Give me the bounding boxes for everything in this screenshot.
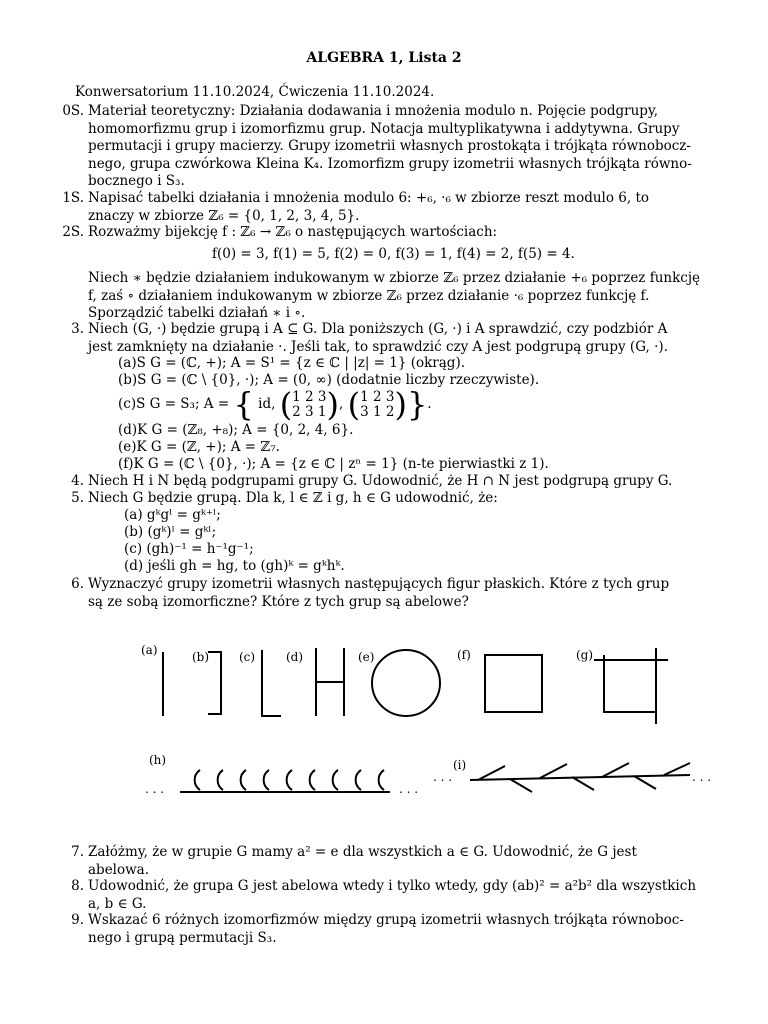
problem-9 — [71, 912, 696, 947]
subproblem-3a: (a)S G = (ℂ, +); A = S¹ = {z ∈ ℂ | |z| = 1} (okrąg). — [118, 355, 466, 371]
figure-e-circle — [372, 650, 440, 716]
subproblem-3c-prefix: (c)S G = S₃; A = — [118, 396, 230, 412]
problem-text-line: Sporządzić tabelki działań ∗ i ∘. — [88, 305, 306, 321]
figure-h-arc — [356, 770, 361, 790]
ellipsis-left-i: . . . — [433, 770, 453, 784]
figure-h-arc — [218, 770, 223, 790]
subproblem-3d: (d)K G = (ℤ₈, +₈); A = {0, 2, 4, 6}. — [118, 422, 354, 438]
problem-text-line: permutacji i grupy macierzy. Grupy izometrii własnych prostokąta i trójkąta równobocz- — [88, 138, 691, 154]
problem-text-line: Napisać tabelki działania i mnożenia modulo 6: +₆, ·₆ w zbiorze reszt modulo 6, to — [88, 190, 649, 206]
figure-label-e: (e) — [358, 650, 375, 664]
problem-text-line: są ze sobą izomorficzne? Które z tych grup są abelowe? — [88, 593, 469, 610]
figure-i-tick — [634, 776, 656, 789]
left-paren: ( — [347, 385, 361, 424]
right-paren: ) — [326, 385, 340, 424]
figure-h-arc — [264, 770, 269, 790]
figure-label-g: (g) — [576, 648, 594, 662]
problem-number: 8. — [71, 878, 84, 894]
problem-text-line: nego i grupą permutacji S₃. — [88, 929, 277, 946]
figure-h-arc — [379, 770, 384, 790]
matrix-row: 1 2 3 — [360, 388, 395, 405]
problem-text-line: homomorfizmu grup i izomorfizmu grup. Notacja multyplikatywna i addytywna. Grupy — [88, 120, 680, 137]
problem-text-line: jest zamknięty na działanie ·. Jeśli tak, to sprawdzić czy A jest podgrupą grupy (G, ·). — [88, 338, 668, 355]
subproblem-3b: (b)S G = (ℂ \ {0}, ·); A = (0, ∞) (dodatnie liczby rzeczywiste). — [118, 372, 540, 388]
figure-label-d: (d) — [286, 650, 304, 664]
problem-text-line: Wyznaczyć grupy izometrii własnych następujących figur płaskich. Które z tych grup — [88, 576, 670, 592]
problem-number: 9. — [71, 912, 84, 928]
problem-number: 4. — [71, 473, 84, 489]
matrix-row: 1 2 3 — [292, 388, 327, 405]
figure-label-b: (b) — [192, 650, 210, 664]
matrix-row: 3 1 2 — [360, 403, 395, 420]
subproblem-5a: (a) gᵏgˡ = gᵏ⁺ˡ; — [124, 507, 221, 523]
figure-h-arc — [195, 770, 200, 790]
problem-text-line: Niech H i N będą podgrupami grupy G. Udowodnić, że H ∩ N jest podgrupą grupy G. — [88, 473, 673, 489]
figure-i-tick — [510, 779, 532, 792]
subproblem-5d: (d) jeśli gh = hg, to (gh)ᵏ = gᵏhᵏ. — [124, 558, 345, 574]
figure-h-arc — [287, 770, 292, 790]
problem-7 — [71, 844, 696, 879]
figure-h-arc — [333, 770, 338, 790]
problem-text-line: Materiał teoretyczny: Działania dodawania i mnożenia modulo n. Pojęcie podgrupy, — [88, 103, 659, 119]
problem-text-line: Rozważmy bijekcję f : ℤ₆ → ℤ₆ o następujących wartościach: — [88, 224, 498, 240]
subproblem-5b: (b) (gᵏ)ˡ = gᵏˡ; — [124, 524, 217, 540]
problem-number: 1S. — [62, 190, 84, 206]
problem-text-line: Załóżmy, że w grupie G mamy a² = e dla wszystkich a ∈ G. Udowodnić, że G jest — [88, 844, 637, 860]
figure-i-tick — [540, 764, 567, 778]
identity-permutation: id, — [258, 396, 276, 412]
problem-text-line: Niech G będzie grupą. Dla k, l ∈ ℤ i g, h ∈ G udowodnić, że: — [88, 490, 498, 506]
figure-h-arc — [241, 770, 246, 790]
figure-i-tick — [664, 763, 690, 775]
figure-label-f: (f) — [457, 648, 471, 662]
problem-text-line: znaczy w zbiorze ℤ₆ = {0, 1, 2, 3, 4, 5}. — [88, 207, 360, 224]
figure-c-l-shape — [262, 650, 281, 716]
figure-label-h: (h) — [149, 753, 167, 767]
problem-text-line: bocznego i S₃. — [88, 173, 185, 189]
problem-number: 6. — [71, 576, 84, 592]
subproblem-3c: (c)S G = S₃; A = { id, ( 1 2 3 2 3 1 ), ( 1 2 3 3 1 2 )}. — [118, 385, 432, 424]
problem-text-line: Niech (G, ·) będzie grupą i A ⊆ G. Dla poniższych (G, ·) i A sprawdzić, czy podzbiór A — [88, 321, 668, 337]
figure-i-tick — [602, 763, 629, 777]
right-brace: } — [406, 385, 428, 424]
subproblem-5c: (c) (gh)⁻¹ = h⁻¹g⁻¹; — [124, 541, 254, 557]
figure-f-square — [485, 655, 542, 712]
document-title: ALGEBRA 1, Lista 2 — [306, 50, 462, 66]
figure-g-square — [604, 660, 656, 712]
ellipsis-left-h: . . . — [145, 782, 165, 796]
meeting-dates: Konwersatorium 11.10.2024, Ćwiczenia 11.10.2024. — [75, 84, 435, 100]
figure-b-bracket — [208, 652, 221, 714]
problem-number: 7. — [71, 844, 84, 860]
problem-text-line: Udowodnić, że grupa G jest abelowa wtedy i tylko wtedy, gdy (ab)² = a²b² dla wszystkich — [88, 878, 697, 894]
figure-h-arc — [310, 770, 315, 790]
problem-text-line: a, b ∈ G. — [88, 895, 147, 912]
figure-i-tick — [572, 777, 594, 790]
figure-label-a: (a) — [141, 643, 158, 657]
figure-i-tick — [478, 766, 505, 780]
ellipsis-right-i: . . . — [692, 770, 712, 784]
ellipsis-right-h: . . . — [399, 782, 419, 796]
right-paren: ) — [394, 385, 407, 424]
matrix-row: 2 3 1 — [292, 403, 327, 420]
left-brace: { — [233, 385, 254, 424]
problem-text-line: abelowa. — [88, 861, 150, 878]
figure-label-i: (i) — [453, 758, 467, 772]
problem-number: 5. — [71, 490, 84, 506]
problem-text-line: nego, grupa czwórkowa Kleina K₄. Izomorfizm grupy izometrii własnych trójkąta równo- — [88, 155, 692, 172]
subproblem-3f: (f)K G = (ℂ \ {0}, ·); A = {z ∈ ℂ | zⁿ = 1} (n-te pierwiastki z 1). — [118, 456, 549, 472]
subproblem-3e: (e)K G = (ℤ, +); A = ℤ₇. — [118, 439, 280, 455]
problem-number: 0S. — [62, 103, 84, 119]
bijection-formula: f(0) = 3, f(1) = 5, f(2) = 0, f(3) = 1, f(4) = 2, f(5) = 4. — [212, 246, 575, 262]
problem-8 — [71, 878, 697, 913]
figure-h-arcs — [195, 770, 384, 790]
problem-number: 3. — [71, 321, 84, 337]
figure-i-baseline — [470, 775, 690, 780]
problem-text-line: Niech ∗ będzie działaniem indukowanym w zbiorze ℤ₆ przez działanie +₆ poprzez funkcję — [88, 270, 701, 286]
problem-text-line: Wskazać 6 różnych izomorfizmów między grupą izometrii własnych trójkąta równoboc- — [88, 912, 684, 928]
figure-label-c: (c) — [239, 650, 256, 664]
problem-text-line: f, zaś ∘ działaniem indukowanym w zbiorze ℤ₆ przez działanie ·₆ poprzez funkcję f. — [88, 287, 650, 304]
left-paren: ( — [279, 385, 293, 424]
problem-number: 2S. — [62, 224, 84, 240]
